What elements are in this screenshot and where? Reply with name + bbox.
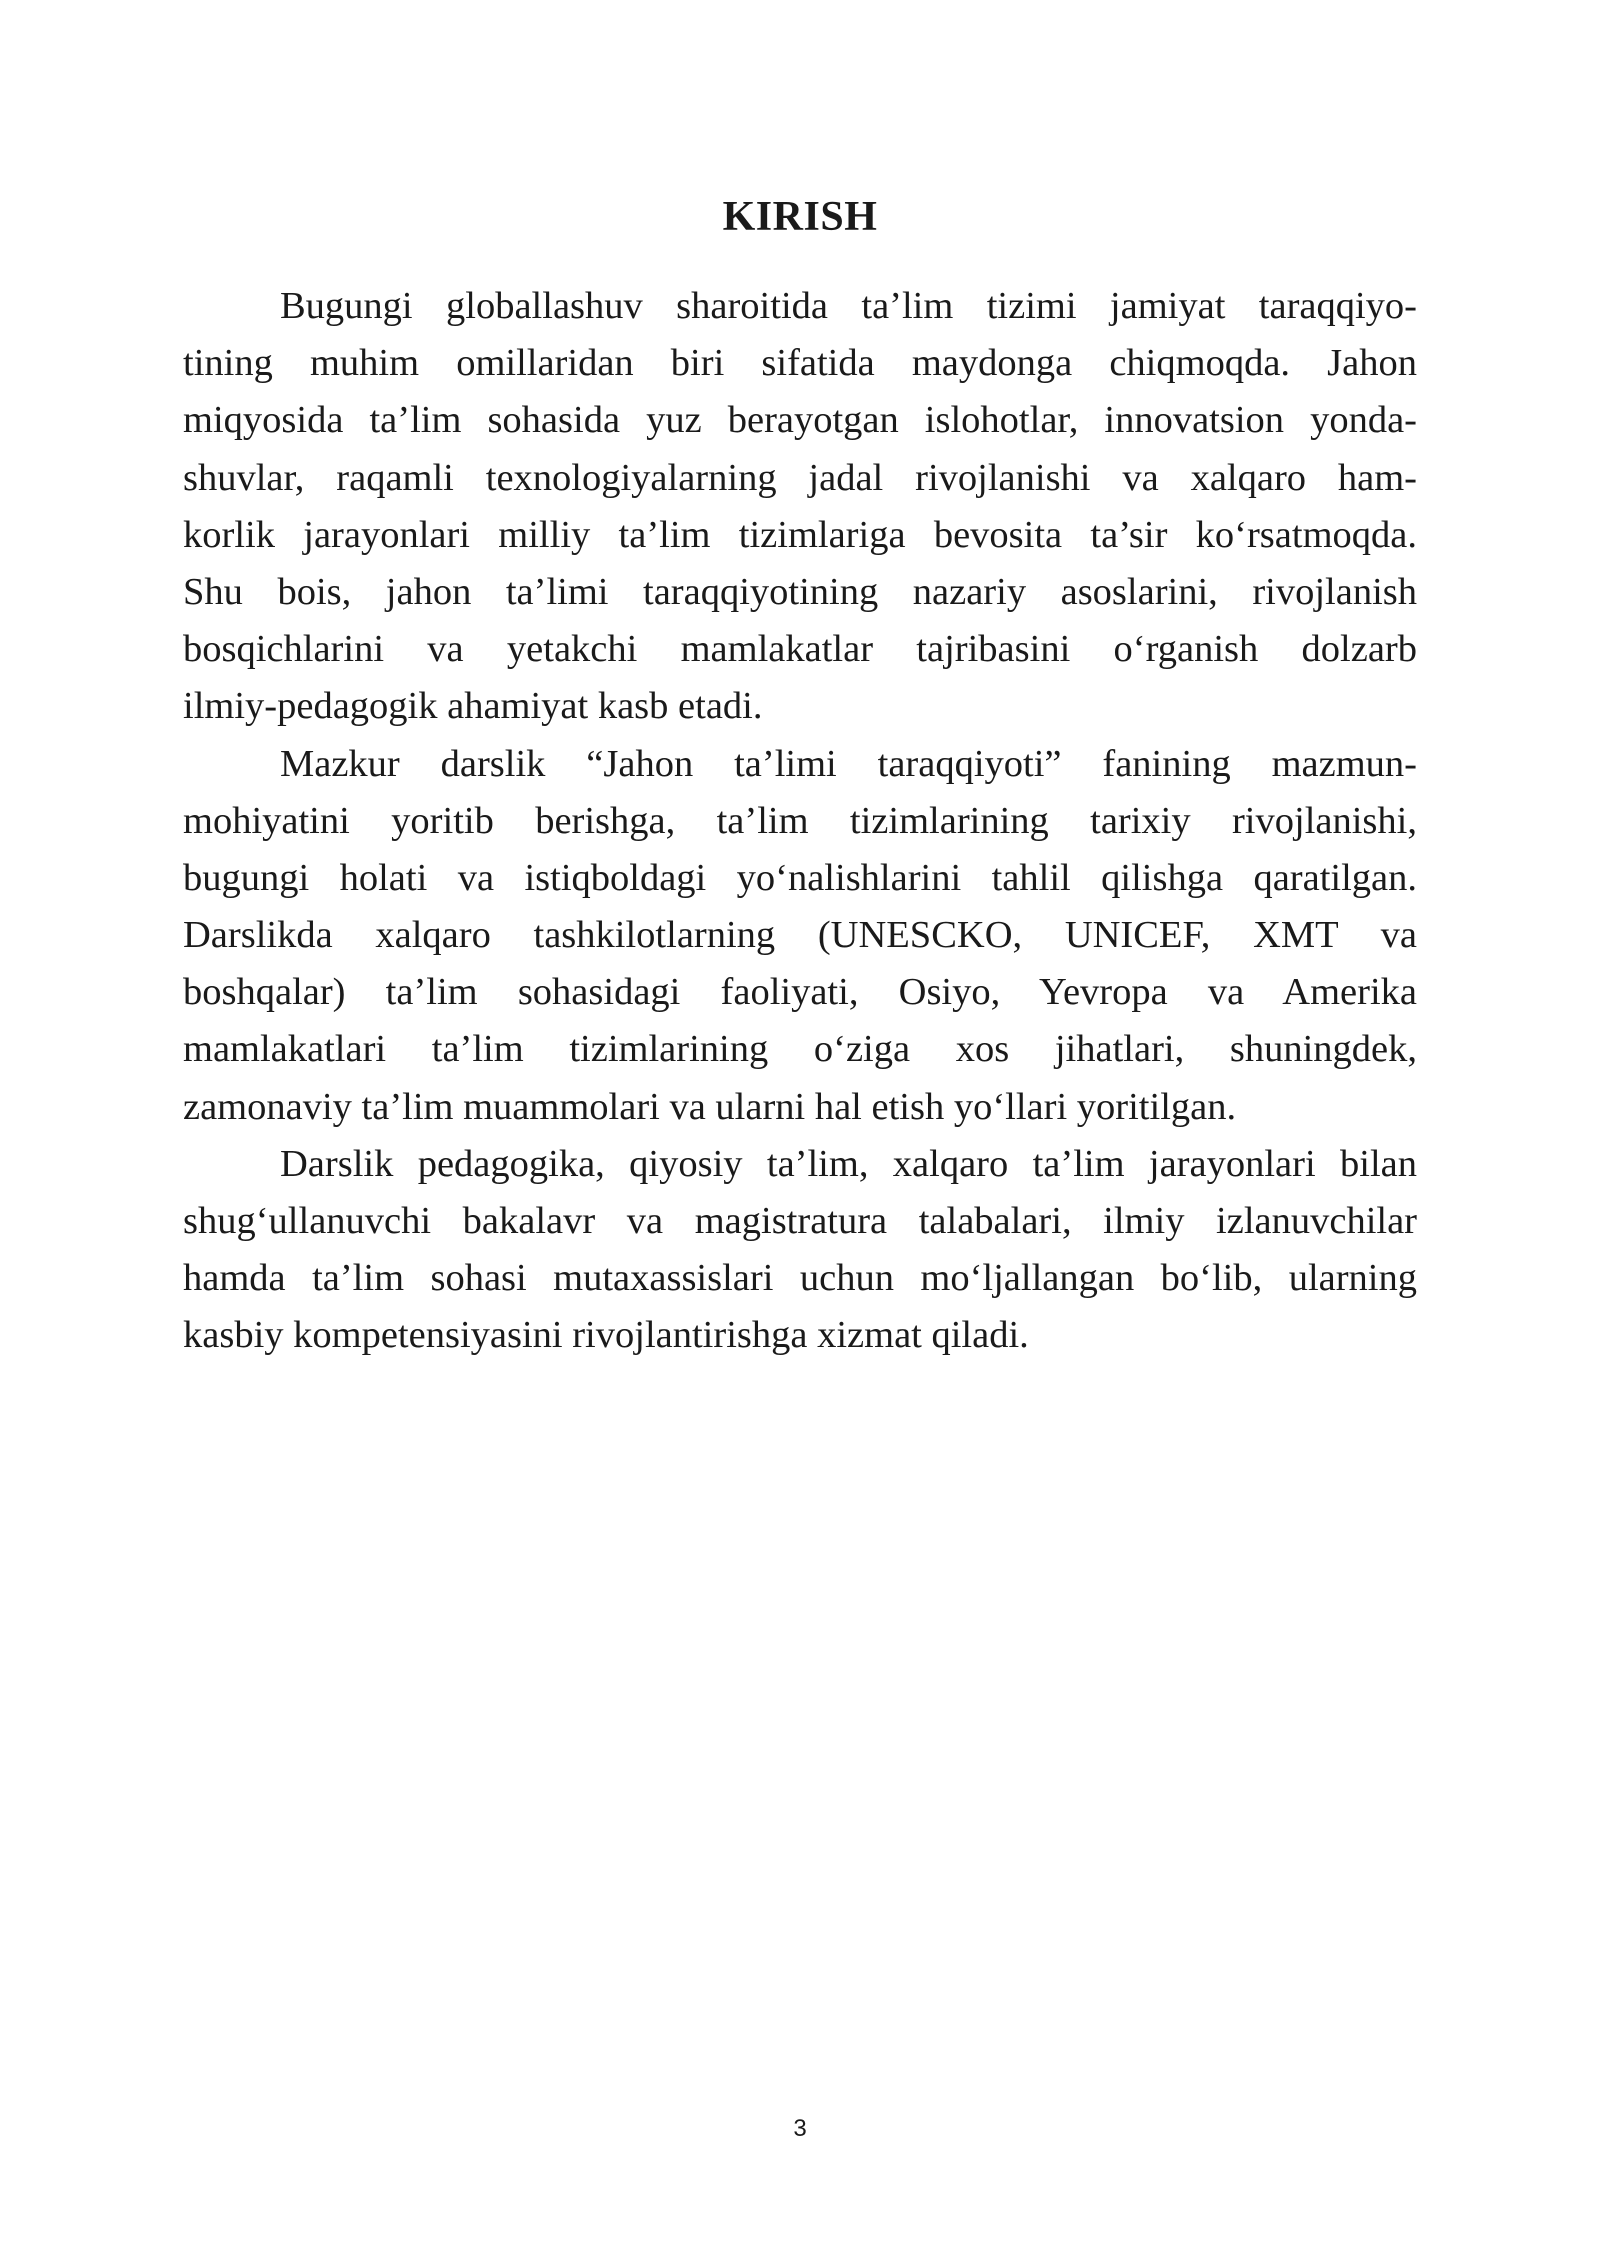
paragraph-line: shuvlar, raqamli texnologiyalarning jadal rivojlanishi va xalqaro ham- [183,456,1417,499]
paragraph-line: korlik jarayonlari milliy ta’lim tizimlariga bevosita ta’sir ko‘rsatmoqda. [183,513,1417,556]
paragraph-line: mohiyatini yoritib berishga, ta’lim tizimlarining tarixiy rivojlanishi, [183,799,1417,842]
paragraph-line: bosqichlarini va yetakchi mamlakatlar tajribasini o‘rganish dolzarb [183,628,1417,671]
paragraph-line: boshqalar) ta’lim sohasidagi faoliyati, Osiyo, Yevropa va Amerika [183,971,1417,1014]
paragraph-line: Bugungi globallashuv sharoitida ta’lim tizimi jamiyat taraqqiyo- [280,285,1417,327]
paragraph-line: zamonaviy ta’lim muammolari va ularni hal etish yo‘llari yoritilgan. [183,1085,1237,1128]
paragraph-line: tining muhim omillaridan biri sifatida maydonga chiqmoqda. Jahon [183,342,1417,385]
page-title: KIRISH [722,194,878,240]
paragraph-line: miqyosida ta’lim sohasida yuz berayotgan islohotlar, innovatsion yonda- [183,399,1417,442]
body-text [183,278,1417,1365]
paragraph-line: Mazkur darslik “Jahon ta’limi taraqqiyoti” fanining mazmun- [280,742,1417,785]
paragraph-line: ilmiy-pedagogik ahamiyat kasb etadi. [183,685,763,728]
paragraph-line: bugungi holati va istiqboldagi yo‘nalishlarini tahlil qilishga qaratilgan. [183,856,1417,899]
page-number: 3 [793,2115,807,2142]
paragraph-line: mamlakatlari ta’lim tizimlarining o‘ziga xos jihatlari, shuningdek, [183,1028,1417,1071]
paragraph-line: Shu bois, jahon ta’limi taraqqiyotining nazariy asoslarini, rivojlanish [183,570,1417,613]
paragraph-line: Darslik pedagogika, qiyosiy ta’lim, xalqaro ta’lim jarayonlari bilan [280,1142,1417,1185]
paragraph-line: kasbiy kompetensiyasini rivojlantirishga xizmat qiladi. [183,1314,1029,1357]
paragraph-2 [183,736,1417,1136]
paragraph-line: hamda ta’lim sohasi mutaxassislari uchun mo‘ljallangan bo‘lib, ularning [183,1257,1417,1300]
paragraph-line: shug‘ullanuvchi bakalavr va magistratura talabalari, ilmiy izlanuvchilar [183,1200,1417,1242]
paragraph-line: Darslikda xalqaro tashkilotlarning (UNESCKO, UNICEF, XMT va [183,914,1417,957]
paragraph-1 [183,278,1417,736]
paragraph-3 [183,1136,1417,1365]
